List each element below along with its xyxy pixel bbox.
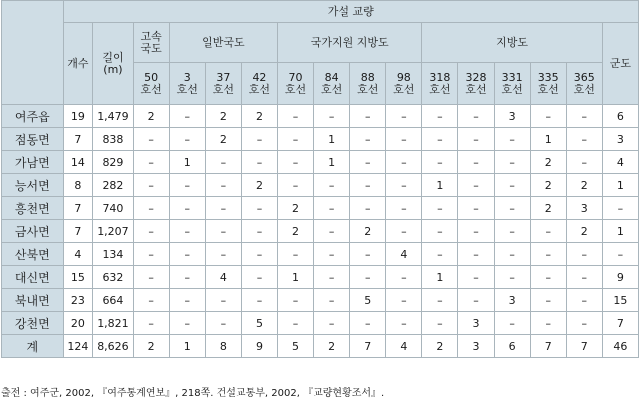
table-cell: –	[314, 289, 350, 312]
table-cell: –	[350, 174, 386, 197]
table-cell: –	[241, 151, 277, 174]
route-suffix: 호선	[284, 82, 307, 96]
row-name: 가남면	[2, 151, 64, 174]
route-number: 50	[144, 70, 159, 84]
route-suffix: 호선	[248, 82, 271, 96]
header-route	[566, 63, 602, 105]
row-name: 능서면	[2, 174, 64, 197]
table-cell: –	[350, 243, 386, 266]
table-cell: 9	[241, 335, 277, 358]
table-cell: –	[314, 197, 350, 220]
route-number: 88	[360, 70, 375, 84]
table-cell: 1	[314, 128, 350, 151]
table-cell: 3	[566, 197, 602, 220]
header-route	[133, 63, 169, 105]
row-name: 흥천면	[2, 197, 64, 220]
table-cell: –	[314, 243, 350, 266]
table-row	[2, 243, 639, 266]
table-cell: –	[277, 128, 313, 151]
header-route	[386, 63, 422, 105]
table-cell: 8	[63, 174, 93, 197]
table-cell: 2	[241, 174, 277, 197]
table-cell: –	[458, 151, 494, 174]
table-cell: –	[386, 151, 422, 174]
table-cell: 4	[386, 335, 422, 358]
row-name: 산북면	[2, 243, 64, 266]
route-number: 328	[465, 70, 487, 84]
table-cell: 134	[93, 243, 133, 266]
header-route	[277, 63, 313, 105]
table-cell: 15	[63, 266, 93, 289]
row-name: 북내면	[2, 289, 64, 312]
table-cell: –	[350, 266, 386, 289]
header-count: 개수	[63, 23, 93, 105]
table-cell: –	[169, 266, 205, 289]
route-suffix: 호선	[429, 82, 451, 96]
table-cell: 4	[205, 266, 241, 289]
table-cell: –	[133, 174, 169, 197]
table-cell: –	[314, 266, 350, 289]
header-route	[169, 63, 205, 105]
table-cell: –	[422, 197, 458, 220]
table-cell: –	[133, 220, 169, 243]
table-cell: 2	[277, 220, 313, 243]
table-cell: –	[169, 289, 205, 312]
table-cell: 3	[494, 289, 530, 312]
table-cell: –	[169, 197, 205, 220]
table-cell: –	[169, 243, 205, 266]
table-cell: –	[566, 128, 602, 151]
table-cell: 1	[602, 174, 638, 197]
table-cell: 2	[530, 174, 566, 197]
table-cell: –	[277, 105, 313, 128]
header-state-supported-road: 국가지원 지방도	[277, 23, 421, 63]
table-cell: –	[458, 105, 494, 128]
table-cell: 8	[205, 335, 241, 358]
table-row	[2, 197, 639, 220]
table-cell: –	[422, 151, 458, 174]
table-row	[2, 128, 639, 151]
table-cell: 2	[566, 174, 602, 197]
table-cell: –	[350, 151, 386, 174]
table-cell: 1,479	[93, 105, 133, 128]
table-cell: 2	[133, 105, 169, 128]
table-cell: 1	[422, 174, 458, 197]
table-cell: 5	[241, 312, 277, 335]
route-number: 335	[537, 70, 559, 84]
table-cell: –	[386, 220, 422, 243]
table-cell: –	[277, 174, 313, 197]
table-cell: 1	[277, 266, 313, 289]
table-cell: –	[241, 128, 277, 151]
table-cell: 2	[133, 335, 169, 358]
table-cell: –	[241, 266, 277, 289]
route-number: 331	[501, 70, 523, 84]
table-cell: –	[458, 174, 494, 197]
table-cell: –	[386, 312, 422, 335]
table-cell: –	[386, 266, 422, 289]
header-national-road: 일반국도	[169, 23, 277, 63]
route-number: 3	[183, 70, 191, 84]
table-cell: –	[241, 289, 277, 312]
table-cell: 2	[530, 197, 566, 220]
table-cell: 7	[602, 312, 638, 335]
route-suffix: 호선	[537, 82, 559, 96]
row-name: 대신면	[2, 266, 64, 289]
table-cell: –	[277, 151, 313, 174]
row-name: 계	[2, 335, 64, 358]
table-cell: 1	[530, 128, 566, 151]
table-cell: –	[494, 128, 530, 151]
table-cell: –	[458, 197, 494, 220]
table-cell: –	[133, 151, 169, 174]
route-number: 318	[429, 70, 451, 84]
table-cell: –	[494, 151, 530, 174]
route-number: 42	[252, 70, 267, 84]
table-cell: 829	[93, 151, 133, 174]
header-expressway-line2: 국도	[140, 41, 162, 55]
route-suffix: 호선	[573, 82, 595, 96]
table-cell: –	[422, 289, 458, 312]
row-name: 강천면	[2, 312, 64, 335]
table-row	[2, 220, 639, 243]
table-cell: –	[205, 243, 241, 266]
header-route	[314, 63, 350, 105]
table-row	[2, 335, 639, 358]
table-cell: 8,626	[93, 335, 133, 358]
table-cell: –	[350, 105, 386, 128]
table-cell: 3	[458, 335, 494, 358]
table-cell: 19	[63, 105, 93, 128]
table-cell: –	[386, 174, 422, 197]
table-cell: 1	[169, 151, 205, 174]
table-cell: 282	[93, 174, 133, 197]
table-cell: –	[133, 266, 169, 289]
table-cell: –	[205, 151, 241, 174]
table-cell: –	[566, 151, 602, 174]
table-cell: 6	[494, 335, 530, 358]
table-cell: –	[277, 289, 313, 312]
table-cell: –	[422, 312, 458, 335]
table-cell: –	[169, 312, 205, 335]
table-cell: –	[458, 128, 494, 151]
table-cell: –	[530, 243, 566, 266]
source-note: 출전 : 여주군, 2002, 『여주통계연보』, 218쪽. 건설교통부, 2002, 『교량현황조서』.	[1, 388, 385, 399]
route-suffix: 호선	[465, 82, 487, 96]
table-cell: –	[566, 243, 602, 266]
table-cell: 9	[602, 266, 638, 289]
header-route	[494, 63, 530, 105]
table-cell: 14	[63, 151, 93, 174]
header-route	[422, 63, 458, 105]
table-cell: –	[277, 243, 313, 266]
route-number: 37	[216, 70, 231, 84]
table-cell: –	[205, 289, 241, 312]
table-cell: 1	[169, 335, 205, 358]
table-cell: 3	[602, 128, 638, 151]
route-number: 98	[396, 70, 411, 84]
table-cell: –	[458, 289, 494, 312]
table-cell: 1	[314, 151, 350, 174]
table-cell: –	[494, 197, 530, 220]
table-cell: –	[386, 197, 422, 220]
table-cell: –	[169, 174, 205, 197]
table-body	[2, 105, 639, 358]
table-cell: –	[602, 197, 638, 220]
table-cell: –	[133, 128, 169, 151]
table-cell: –	[314, 220, 350, 243]
route-suffix: 호선	[176, 82, 198, 96]
header-route	[458, 63, 494, 105]
table-cell: 4	[602, 151, 638, 174]
table-cell: 632	[93, 266, 133, 289]
bridge-statistics-table	[1, 0, 639, 358]
table-cell: 124	[63, 335, 93, 358]
table-cell: 3	[458, 312, 494, 335]
table-cell: 5	[277, 335, 313, 358]
table-cell: –	[458, 266, 494, 289]
table-cell: –	[133, 197, 169, 220]
table-cell: –	[277, 312, 313, 335]
table-cell: 2	[277, 197, 313, 220]
table-cell: –	[386, 105, 422, 128]
header-local-road: 지방도	[422, 23, 602, 63]
table-cell: 7	[63, 220, 93, 243]
table-cell: –	[241, 197, 277, 220]
header-length-label: 길이	[102, 50, 124, 64]
table-cell: –	[566, 312, 602, 335]
table-cell: –	[422, 128, 458, 151]
header-route	[241, 63, 277, 105]
table-cell: 2	[205, 128, 241, 151]
row-name: 금사면	[2, 220, 64, 243]
table-cell: 2	[422, 335, 458, 358]
table-cell: –	[458, 243, 494, 266]
table-cell: –	[350, 128, 386, 151]
table-cell: –	[494, 174, 530, 197]
route-suffix: 호선	[501, 82, 523, 96]
table-cell: –	[530, 220, 566, 243]
table-cell: –	[169, 220, 205, 243]
table-cell: 2	[241, 105, 277, 128]
header-length-unit: (m)	[103, 62, 123, 76]
table-cell: –	[422, 220, 458, 243]
table-row	[2, 266, 639, 289]
table-cell: 2	[350, 220, 386, 243]
table-cell: –	[205, 312, 241, 335]
table-cell: 838	[93, 128, 133, 151]
table-cell: –	[314, 105, 350, 128]
table-cell: 3	[494, 105, 530, 128]
header-length	[93, 23, 133, 105]
table-cell: 1,821	[93, 312, 133, 335]
table-cell: –	[566, 105, 602, 128]
table-cell: –	[205, 197, 241, 220]
table-cell: 5	[350, 289, 386, 312]
table-cell: –	[133, 289, 169, 312]
table-cell: 7	[63, 128, 93, 151]
table-cell: 7	[566, 335, 602, 358]
table-cell: –	[530, 312, 566, 335]
table-cell: –	[205, 220, 241, 243]
corner-cell	[2, 1, 64, 105]
table-cell: 2	[530, 151, 566, 174]
route-suffix: 호선	[393, 82, 415, 96]
table-cell: –	[169, 128, 205, 151]
table-cell: 1	[602, 220, 638, 243]
table-cell: 664	[93, 289, 133, 312]
table-cell: –	[566, 266, 602, 289]
table-cell: 4	[63, 243, 93, 266]
table-cell: 4	[386, 243, 422, 266]
table-cell: –	[602, 243, 638, 266]
table-cell: –	[494, 312, 530, 335]
table-cell: –	[133, 243, 169, 266]
table-cell: 2	[205, 105, 241, 128]
table-row	[2, 151, 639, 174]
table-cell: –	[530, 266, 566, 289]
table-cell: –	[205, 174, 241, 197]
route-number: 70	[288, 70, 303, 84]
header-route	[350, 63, 386, 105]
table-cell: 6	[602, 105, 638, 128]
table-cell: –	[494, 266, 530, 289]
route-suffix: 호선	[212, 82, 234, 96]
table-cell: –	[566, 289, 602, 312]
header-route	[205, 63, 241, 105]
table-cell: –	[314, 174, 350, 197]
table-cell: –	[133, 312, 169, 335]
table-cell: –	[530, 105, 566, 128]
table-cell: –	[386, 289, 422, 312]
row-name: 점동면	[2, 128, 64, 151]
table-cell: 7	[350, 335, 386, 358]
table-cell: –	[386, 128, 422, 151]
table-cell: –	[350, 197, 386, 220]
route-suffix: 호선	[320, 82, 343, 96]
table-cell: –	[314, 312, 350, 335]
table-cell: –	[530, 289, 566, 312]
table-cell: 740	[93, 197, 133, 220]
table-cell: –	[422, 105, 458, 128]
table-cell: –	[241, 220, 277, 243]
route-number: 365	[573, 70, 595, 84]
table-cell: 2	[314, 335, 350, 358]
table-row	[2, 174, 639, 197]
route-suffix: 호선	[140, 82, 162, 96]
table-row	[2, 289, 639, 312]
table-cell: –	[494, 220, 530, 243]
table-row	[2, 105, 639, 128]
header-route	[530, 63, 566, 105]
header-temporary-bridge: 가설 교량	[63, 1, 638, 23]
table-cell: –	[458, 220, 494, 243]
table-cell: –	[169, 105, 205, 128]
table-cell: –	[422, 243, 458, 266]
table-cell: 1,207	[93, 220, 133, 243]
table-cell: 46	[602, 335, 638, 358]
table-cell: 1	[422, 266, 458, 289]
table-cell: 23	[63, 289, 93, 312]
table-cell: 7	[63, 197, 93, 220]
row-name: 여주읍	[2, 105, 64, 128]
header-expressway-line1: 고속	[140, 29, 162, 43]
header-county-road: 군도	[602, 23, 638, 105]
table-cell: 2	[566, 220, 602, 243]
table-cell: 20	[63, 312, 93, 335]
table-row	[2, 312, 639, 335]
table-cell: 7	[530, 335, 566, 358]
route-suffix: 호선	[357, 82, 379, 96]
route-number: 84	[324, 70, 339, 84]
table-cell: 15	[602, 289, 638, 312]
header-expressway	[133, 23, 169, 63]
table-cell: –	[494, 243, 530, 266]
table-cell: –	[241, 243, 277, 266]
table-cell: –	[350, 312, 386, 335]
